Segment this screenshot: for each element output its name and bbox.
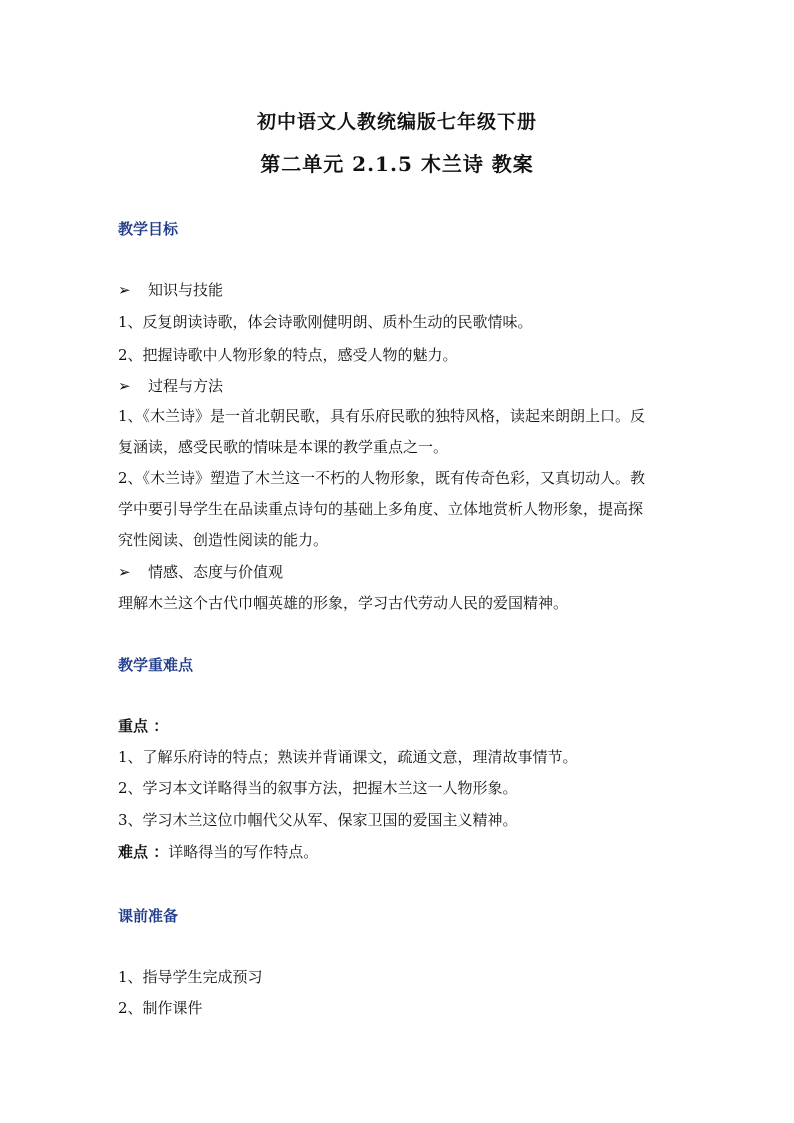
paragraph: 2、《木兰诗》塑造了木兰这一不朽的人物形象，既有传奇色彩，又真切动人。教 <box>118 469 646 487</box>
paragraph: 1、反复朗读诗歌，体会诗歌刚健明朗、质朴生动的民歌情味。 <box>118 313 533 331</box>
paragraph: 2、学习本文详略得当的叙事方法，把握木兰这一人物形象。 <box>118 779 518 797</box>
keypoints-heading: 教学重难点 <box>118 656 194 674</box>
preparation-heading: 课前准备 <box>118 907 179 925</box>
subheading-process <box>118 376 683 396</box>
subheading-label: 情感、态度与价值观 <box>148 563 284 581</box>
paragraph: 2、把握诗歌中人物形象的特点，感受人物的魅力。 <box>118 346 458 364</box>
bullet-arrow-icon: ➢ <box>118 377 131 395</box>
doc-subtitle: 第二单元 2.1.5 木兰诗 教案 <box>260 152 534 176</box>
subheading-label: 知识与技能 <box>148 281 224 299</box>
difficulty-label: 难点 ： <box>118 843 169 861</box>
subheading-label: 过程与方法 <box>148 377 224 395</box>
paragraph: 究性阅读、创造性阅读的能力。 <box>118 531 329 549</box>
difficulty-text: 详略得当的写作特点。 <box>168 843 319 861</box>
paragraph: 1、指导学生完成预习 <box>118 968 263 986</box>
paragraph: 1、《木兰诗》是一首北朝民歌，具有乐府民歌的独特风格，读起来朗朗上口。反 <box>118 407 646 425</box>
paragraph: 2、制作课件 <box>118 999 203 1017</box>
paragraph: 3、学习木兰这位巾帼代父从军、保家卫国的爱国主义精神。 <box>118 811 518 829</box>
subheading-knowledge <box>118 280 683 300</box>
paragraph: 理解木兰这个古代巾帼英雄的形象，学习古代劳动人民的爱国精神。 <box>118 594 569 612</box>
paragraph: 复涵读，感受民歌的情味是本课的教学重点之一。 <box>118 438 449 456</box>
bullet-arrow-icon: ➢ <box>118 563 131 581</box>
doc-title: 初中语文人教统编版七年级下册 <box>256 111 537 133</box>
bullet-arrow-icon: ➢ <box>118 281 131 299</box>
focus-label: 重点 ： <box>118 717 169 735</box>
subheading-values <box>118 562 683 582</box>
difficulty-line <box>118 842 683 862</box>
objectives-heading: 教学目标 <box>118 220 179 238</box>
paragraph: 学中要引导学生在品读重点诗句的基础上多角度、立体地赏析人物形象，提高探 <box>118 500 644 518</box>
paragraph: 1、了解乐府诗的特点；熟读并背诵课文，疏通文意，理清故事情节。 <box>118 748 578 766</box>
